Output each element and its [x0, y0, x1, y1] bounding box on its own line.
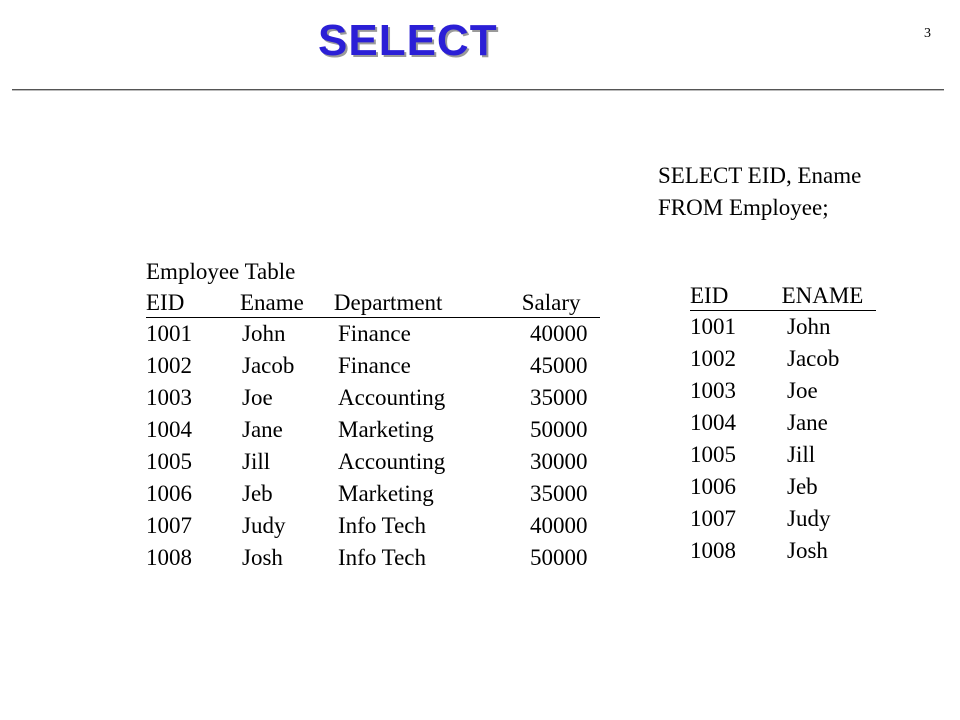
table-cell: 1005	[690, 442, 736, 467]
table-row	[690, 471, 887, 503]
table-cell: 30000	[530, 449, 588, 474]
table-cell: Finance	[338, 353, 411, 378]
table-cell: Jacob	[242, 353, 295, 378]
table-row	[690, 439, 887, 471]
result-table-header	[690, 280, 876, 311]
table-cell: 35000	[530, 481, 588, 506]
table-cell: 1003	[146, 385, 192, 410]
sql-query	[658, 160, 861, 224]
table-cell: Judy	[242, 513, 286, 538]
table-cell: Joe	[242, 385, 273, 410]
table-cell: Finance	[338, 321, 411, 346]
title-divider	[12, 89, 944, 91]
sql-query-line-1: SELECT EID, Ename	[658, 163, 862, 188]
table-row	[146, 350, 610, 382]
table-cell: 1007	[690, 506, 736, 531]
table-cell: Accounting	[338, 449, 446, 474]
column-header-ename: Ename	[239, 290, 304, 315]
table-cell: Info Tech	[338, 513, 427, 538]
table-cell: 1002	[146, 353, 192, 378]
table-cell: 35000	[530, 385, 588, 410]
table-row	[690, 503, 887, 535]
table-cell: Josh	[787, 538, 828, 563]
table-cell: 40000	[530, 513, 588, 538]
table-cell: 1007	[146, 513, 192, 538]
table-cell: 1004	[146, 417, 192, 442]
table-cell: John	[787, 314, 831, 339]
table-cell: Jacob	[787, 346, 840, 371]
table-cell: 1003	[690, 378, 736, 403]
table-row	[146, 318, 610, 350]
table-cell: 1006	[146, 481, 192, 506]
table-cell: 45000	[530, 353, 588, 378]
employee-table-body	[146, 318, 610, 574]
table-row	[146, 542, 610, 574]
sql-query-line-2: FROM Employee;	[658, 195, 829, 220]
table-row	[146, 478, 610, 510]
result-table-body	[690, 311, 887, 567]
table-cell: Judy	[787, 506, 831, 531]
table-row	[690, 311, 887, 343]
table-cell: 1001	[690, 314, 736, 339]
table-cell: 1006	[690, 474, 736, 499]
column-header-department: Department	[333, 290, 443, 315]
table-cell: Jane	[242, 417, 283, 442]
table-cell: 40000	[530, 321, 588, 346]
employee-table	[146, 287, 610, 574]
table-row	[690, 375, 887, 407]
table-cell: Jill	[242, 449, 271, 474]
table-cell: 1005	[146, 449, 192, 474]
table-row	[690, 535, 887, 567]
result-header-eid: EID	[690, 283, 729, 308]
table-cell: Josh	[242, 545, 283, 570]
table-cell: Info Tech	[338, 545, 427, 570]
table-row	[146, 510, 610, 542]
slide-title: SELECT	[318, 16, 498, 65]
table-cell: Marketing	[338, 417, 434, 442]
table-row	[146, 382, 610, 414]
table-cell: Jeb	[787, 474, 818, 499]
result-table	[690, 280, 887, 567]
table-cell: 50000	[530, 545, 588, 570]
table-cell: 1004	[690, 410, 736, 435]
result-header-ename: ENAME	[781, 283, 864, 308]
table-cell: Jane	[787, 410, 828, 435]
table-cell: John	[242, 321, 286, 346]
table-row	[146, 446, 610, 478]
employee-table-caption: Employee Table	[146, 259, 296, 284]
table-row	[690, 343, 887, 375]
employee-table-header	[146, 287, 600, 318]
column-header-salary: Salary	[521, 290, 581, 315]
table-cell: Marketing	[338, 481, 434, 506]
table-cell: 1001	[146, 321, 192, 346]
page-number: 3	[924, 26, 931, 41]
table-cell: Accounting	[338, 385, 446, 410]
table-cell: Joe	[787, 378, 818, 403]
table-cell: Jill	[787, 442, 816, 467]
table-cell: 1002	[690, 346, 736, 371]
table-row	[690, 407, 887, 439]
column-header-eid: EID	[146, 290, 185, 315]
table-cell: 1008	[146, 545, 192, 570]
table-row	[146, 414, 610, 446]
table-cell: Jeb	[242, 481, 273, 506]
table-cell: 1008	[690, 538, 736, 563]
table-cell: 50000	[530, 417, 588, 442]
